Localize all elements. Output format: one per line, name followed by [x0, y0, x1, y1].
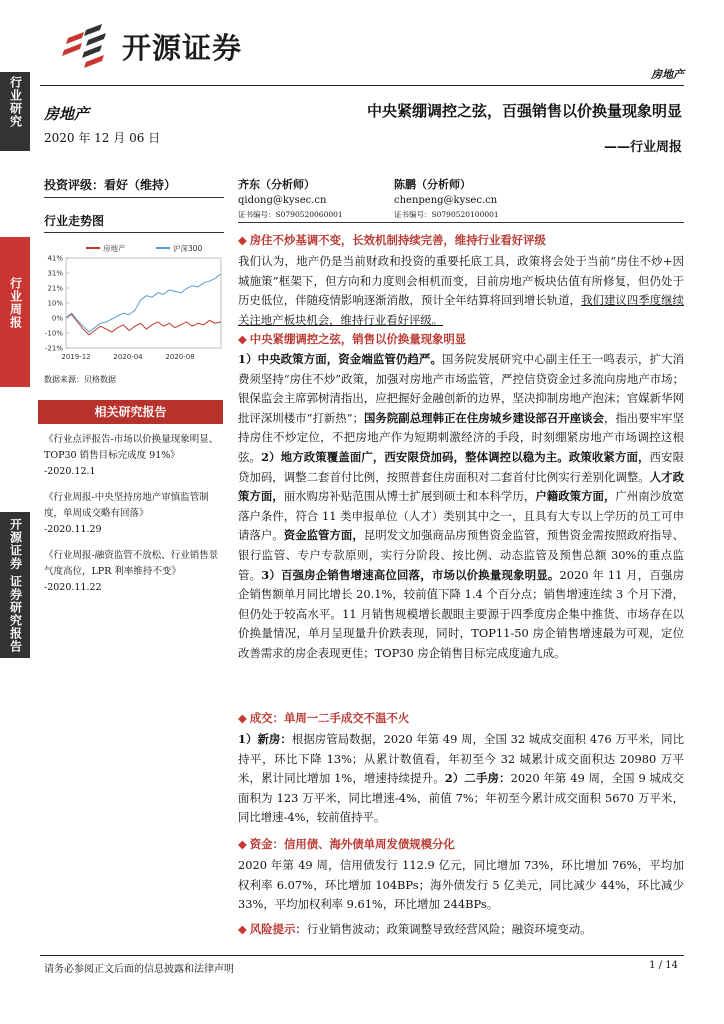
x-tick-label: 2019-12: [61, 353, 91, 361]
brand-name: 开源证券: [122, 31, 243, 65]
analyst-cert: 证书编号：S0790520060001: [238, 210, 343, 219]
analyst-email[interactable]: qidong@kysec.cn: [238, 195, 327, 206]
y-tick-label: 0%: [51, 314, 63, 323]
y-tick-label: -10%: [44, 329, 63, 338]
y-tick-label: 41%: [47, 254, 63, 263]
related-report-item[interactable]: [44, 490, 224, 538]
divider: [238, 222, 684, 223]
related-report-date: -2020.12.1: [44, 466, 96, 477]
section-body: 1）中央政策方面，资金端监管仍趋严。国务院发展研究中心副主任王一鸣表示，扩大消费须坚持“房住不炒”政策，加强对房地产市场监管，严控信贷资金过多流向房地产市场；银保监会主席郭树清指出，应把握好金融创新的边界，坚决抑制房地产泡沫；官媒新华网批评深圳楼市“打新热”；国务院副总理韩正在住房城乡建设部召开座谈会，指出要牢牢坚持房住不炒定位，不把房地产作为短期刺激经济的手段，时刻绷紧房地产市场调控这根弦。2）地方政策覆盖面广，西安限贷加码，整体调控以稳为主。政策收紧方面，西安限贷加码，调整二套首付比例，按照普套住房面积对二套首付比例实行差别化调整。人才政策方面，丽水购房补贴范围从博士扩展到硕士和本科学历，户籍政策方面，广州南沙放宽落户条件，符合 11 类申报单位（人才）类别其中之一，且具有大专以上学历的员工可申请落户。资金监管方面，昆明发文加强商品房预售资金监管，预售资金需按照政府指导、银行监管、专户专款原则，实行分阶段、按比例、动态监管及预售总额 30%的重点监管。3）百强房企销售增速高位回落，市场以价换量现象明显。2020 年 11 月，百强房企销售额单月同比增长 20.1%，较前值下降 1.4 个百分点；销售增速连续 3 个月下滑，但仍处于较高水平。11 月销售规模增长靓眼主要源于四季度房企集中推货、市场存在以价换量情况，单月呈现量升价跌表现，同时，TOP11-50 房企销售增速最为可观，定位改善需求的房企表现更佳；TOP30 房企销售目标完成度逾九成。: [238, 352, 684, 660]
analyst-email[interactable]: chenpeng@kysec.cn: [394, 195, 498, 206]
legend-label: 沪深300: [173, 244, 203, 253]
section-body: 我们认为，地产仍是当前财政和投资的重要托底工具，政策将会处于当前“房住不炒+因城施策”框架下，但方向和力度则会相机而变，目前房地产板块估值有所修复，但仍处于历史低位，伴随疫情影响逐渐消散，预计全年结算将回到增长轨道，我们建议四季度继续关注地产板块机会，维持行业看好评级。: [238, 254, 684, 327]
bullet-icon: ◆: [238, 711, 247, 725]
bullet-icon: ◆: [238, 837, 247, 851]
section-body: 2020 年第 49 周，信用债发行 112.9 亿元，同比增加 73%，环比增加 76%，平均加权利率 6.07%，环比增加 104BPs；海外债发行 5 亿美元，同比减少 44%，环比减少 33%，平均加权利率 9.61%，环比增加 244BPs。: [238, 858, 684, 912]
divider: [44, 232, 224, 233]
side-tab-weekly-report: 行业周报: [0, 237, 30, 387]
header-divider: [40, 85, 684, 86]
report-title: 中央紧绷调控之弦，百强销售以价换量现象明显: [366, 102, 682, 120]
sector-label: 房地产: [44, 105, 90, 123]
page-number: 1 / 14: [649, 960, 678, 971]
y-tick-label: 31%: [47, 269, 63, 278]
side-tab-industry-research: 行业研究: [0, 72, 30, 151]
x-tick-label: 2020-04: [113, 353, 143, 361]
analyst-cert: 证书编号：S0790520100001: [394, 210, 499, 219]
legend-label: 房地产: [103, 244, 126, 253]
x-tick-label: 2020-08: [165, 353, 195, 361]
related-report-item[interactable]: [44, 432, 224, 480]
section-heading: ◆ 成交：单周一二手成交不温不火: [238, 711, 410, 725]
risk-note: ◆ 风险提示：行业销售波动；政策调整导致经营风险；融资环境变动。: [238, 922, 592, 936]
chart-source: 数据来源：贝格数据: [44, 375, 116, 384]
report-subtitle: ——行业周报: [603, 140, 682, 155]
related-report-title: 《行业周报-中央坚持房地产审慎监管制度，单周成交略有回落》: [44, 492, 209, 519]
y-tick-label: 10%: [47, 299, 63, 308]
footer-disclaimer[interactable]: 请务必参阅正文后面的信息披露和法律声明: [44, 964, 234, 975]
related-report-title: 《行业点评报告-市场以价换量现象明显、TOP30 销售目标完成度 91%》: [44, 434, 219, 461]
footer-divider: [40, 955, 684, 956]
related-report-date: -2020.11.29: [44, 524, 102, 535]
bullet-icon: ◆: [238, 233, 247, 247]
y-tick-label: -21%: [44, 344, 63, 353]
analyst-name: 陈鹏（分析师）: [394, 178, 471, 191]
divider: [44, 197, 224, 198]
trend-chart-title: 行业走势图: [44, 214, 105, 228]
section-heading: ◆ 房住不炒基调不变，长效机制持续完善，维持行业看好评级: [238, 233, 546, 247]
related-report-date: -2020.11.22: [44, 582, 102, 593]
section-heading: ◆ 资金：信用债、海外债单周发债规模分化: [238, 837, 455, 851]
y-tick-label: 21%: [47, 284, 63, 293]
brand-logo-icon: [62, 24, 118, 68]
bullet-icon: ◆: [238, 922, 247, 936]
related-report-title: 《行业周报-融资监管不放松、行业销售景气度高位，LPR 利率维持不变》: [44, 550, 219, 577]
trend-chart: [36, 240, 226, 365]
analyst-name: 齐东（分析师）: [238, 178, 315, 191]
analyst-card: [238, 176, 343, 220]
investment-rating: 投资评级：看好（维持）: [44, 178, 177, 192]
section-heading: ◆ 风险提示：: [238, 922, 307, 936]
analyst-card: [394, 176, 499, 220]
bullet-icon: ◆: [238, 332, 247, 346]
side-tab-brand: 开源证券 证券研究报告: [0, 512, 30, 658]
related-reports-title: 相关研究报告: [38, 400, 223, 424]
section-body: 1）新房：根据房管局数据，2020 年第 49 周，全国 32 城成交面积 476 万平米，同比持平，环比下降 13%；从累计数值看，年初至今 32 城累计成交面积达 20980 万平米，累计同比增加 1%，增速持续提升。2）二手房：2020 年第 49 周，全国 9 城成交面积为 123 万平米，同比增速-4%，前值 7%；年初至今累计成交面积 5670 万平米，同比增速-4%，较前值持平。: [238, 732, 684, 825]
report-date: 2020 年 12 月 06 日: [44, 131, 161, 145]
header-category: 房地产: [651, 68, 684, 81]
related-report-item[interactable]: [44, 548, 224, 596]
section-heading: ◆ 中央紧绷调控之弦，销售以价换量现象明显: [238, 332, 467, 346]
